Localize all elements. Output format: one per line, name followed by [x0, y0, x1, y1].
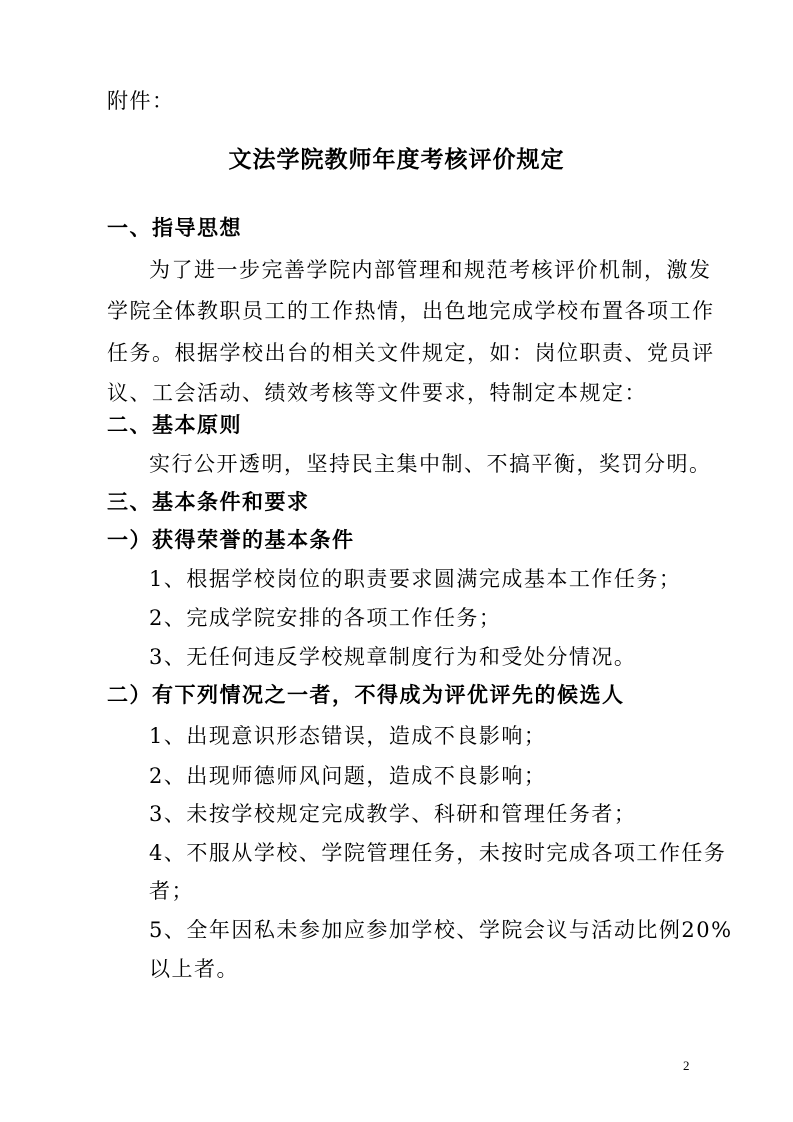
section-heading-conditions: 三、基本条件和要求 [107, 490, 310, 514]
list-item-continuation: 者； [149, 879, 194, 903]
paragraph-line: 实行公开透明，坚持民主集中制、不搞平衡，奖罚分明。 [149, 452, 712, 476]
list-item: 2、完成学院安排的各项工作任务； [149, 606, 502, 630]
list-item: 3、未按学校规定完成教学、科研和管理任务者； [149, 802, 637, 826]
list-item-continuation: 以上者。 [149, 957, 239, 981]
list-item: 4、不服从学校、学院管理任务，未按时完成各项工作任务 [149, 841, 727, 865]
subsection-heading-honor-conditions: 一）获得荣誉的基本条件 [107, 528, 355, 552]
paragraph-line: 议、工会活动、绩效考核等文件要求，特制定本规定： [107, 381, 647, 405]
list-item: 1、出现意识形态错误，造成不良影响； [149, 724, 547, 748]
subsection-heading-disqualifications: 二）有下列情况之一者，不得成为评优评先的候选人 [107, 683, 625, 707]
paragraph-line: 任务。根据学校出台的相关文件规定，如：岗位职责、党员评 [107, 341, 715, 365]
paragraph-line: 学院全体教职员工的工作热情，出色地完成学校布置各项工作 [107, 299, 715, 323]
list-item: 3、无任何违反学校规章制度行为和受处分情况。 [149, 645, 637, 669]
attachment-label: 附件： [107, 89, 175, 113]
list-item: 2、出现师德师风问题，造成不良影响； [149, 764, 547, 788]
section-heading-guiding-ideology: 一、指导思想 [107, 216, 242, 240]
section-heading-basic-principles: 二、基本原则 [107, 413, 242, 437]
page-number: 2 [683, 1058, 690, 1073]
list-item: 1、根据学校岗位的职责要求圆满完成基本工作任务； [149, 567, 682, 591]
document-title: 文法学院教师年度考核评价规定 [228, 147, 565, 173]
paragraph-line: 为了进一步完善学院内部管理和规范考核评价机制，激发 [149, 258, 712, 282]
list-item: 5、全年因私未参加应参加学校、学院会议与活动比例20% [149, 918, 733, 942]
